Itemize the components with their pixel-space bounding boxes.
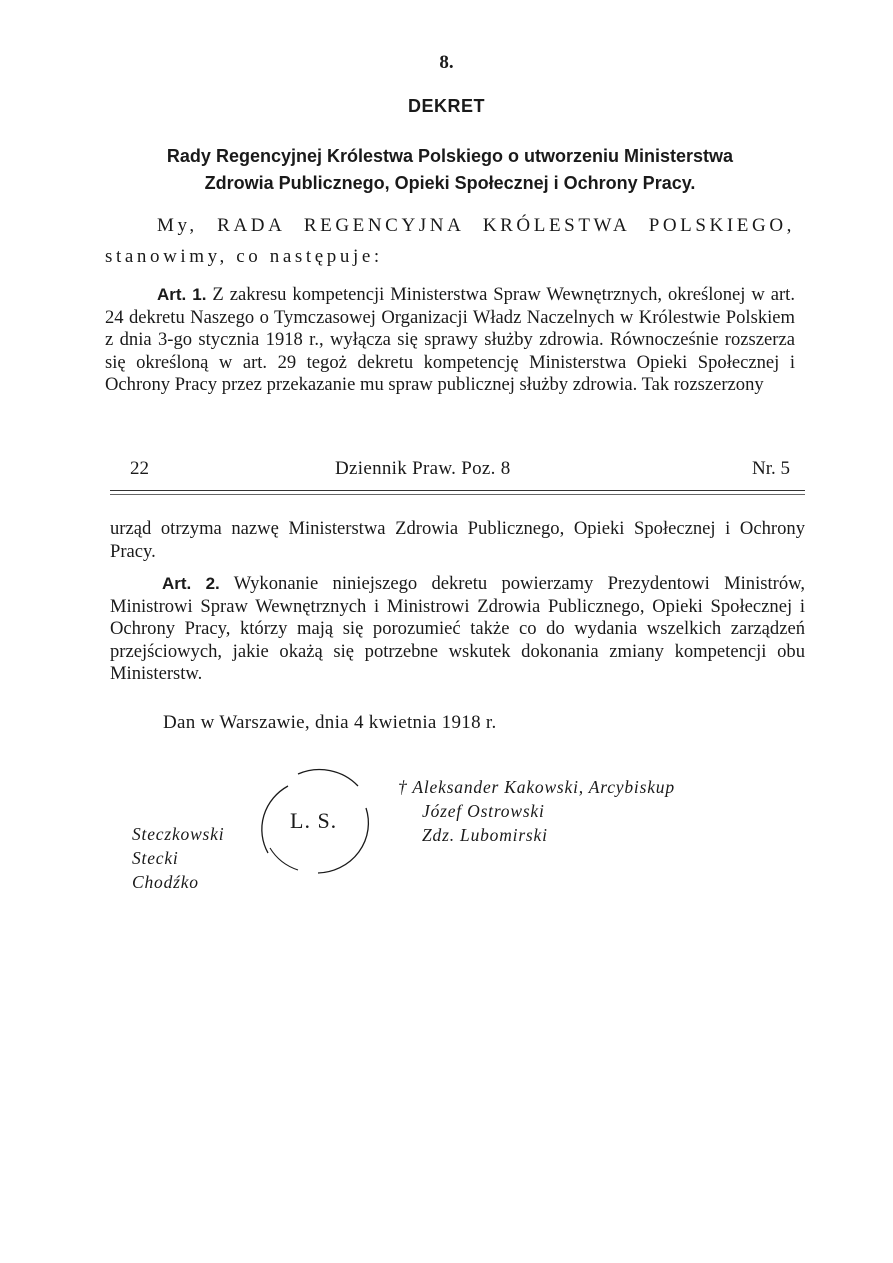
- page-number: 22: [130, 458, 149, 479]
- signature-stecki: Stecki: [132, 848, 179, 868]
- date-place-line: Dan w Warszawie, dnia 4 kwietnia 1918 r.: [163, 712, 497, 733]
- journal-reference: Dziennik Praw. Poz. 8: [335, 458, 511, 479]
- signature-lubomirski: Zdz. Lubomirski: [422, 825, 548, 845]
- article-1-label: Art. 1.: [157, 285, 207, 304]
- decree-title: DEKRET: [407, 96, 485, 116]
- article-1: [105, 284, 795, 397]
- header-rule: [110, 490, 805, 491]
- subtitle-line-1: Rady Regencyjnej Królestwa Polskiego o utworzeniu Ministerstwa: [166, 146, 734, 166]
- page-header: [130, 458, 790, 484]
- signature-ostrowski: Józef Ostrowski: [422, 801, 545, 821]
- subtitle-line-2: Zdrowia Publicznego, Opieki Społecznej i Ochrony Pracy.: [204, 173, 696, 193]
- article-1-continuation: urząd otrzyma nazwę Ministerstwa Zdrowia Publicznego, Opieki Społecznej i Ochrony Pracy.: [110, 518, 805, 562]
- signatures-right: [398, 775, 675, 847]
- header-rule-thin: [110, 494, 805, 495]
- decree-number: 8.: [439, 52, 454, 73]
- decree-subtitle: [100, 143, 800, 197]
- article-2-label: Art. 2.: [162, 574, 220, 593]
- signatures-left: [132, 822, 224, 894]
- signature-chodzko: Chodźko: [132, 872, 199, 892]
- intro-text: My, RADA REGENCYJNA KRÓLESTWA POLSKIEGO, stanowimy, co następuje:: [105, 215, 795, 267]
- signature-steczkowski: Steczkowski: [132, 824, 225, 844]
- seal-label: L. S.: [290, 808, 338, 833]
- article-2: [110, 573, 805, 686]
- article-1-text: Z zakresu kompetencji Ministerstwa Spraw Wewnętrznych, określonej w art. 24 dekretu Naszego o Tymczasowej Organizacji Władz Naczelnych w Królestwie Polskiem z dnia 3-go stycznia 1918 r., wyłącza się sprawy służby zdrowia. Równocześnie rozszerza się określoną w art. 29 tegoż dekretu kompetencję Ministerstwa Opieki Społecznej i Ochrony Pracy przez przekazanie mu spraw publicznej służby zdrowia. Tak rozszerzony: [105, 284, 795, 395]
- decree-intro: [105, 210, 795, 272]
- article-2-text: Wykonanie niniejszego dekretu powierzamy Prezydentowi Ministrów, Ministrowi Spraw Wewnętrznych i Ministrowi Zdrowia Publicznego, Opieki Społecznej i Ochrony Pracy, którzy mają się porozumieć także co do wydania wszelkich zarządzeń przejściowych, jakie okażą się potrzebne wskutek dokonania zmiany kompetencji obu Ministerstw.: [110, 573, 806, 684]
- signature-kakowski: † Aleksander Kakowski, Arcybiskup: [398, 777, 675, 797]
- issue-number: Nr. 5: [752, 458, 790, 479]
